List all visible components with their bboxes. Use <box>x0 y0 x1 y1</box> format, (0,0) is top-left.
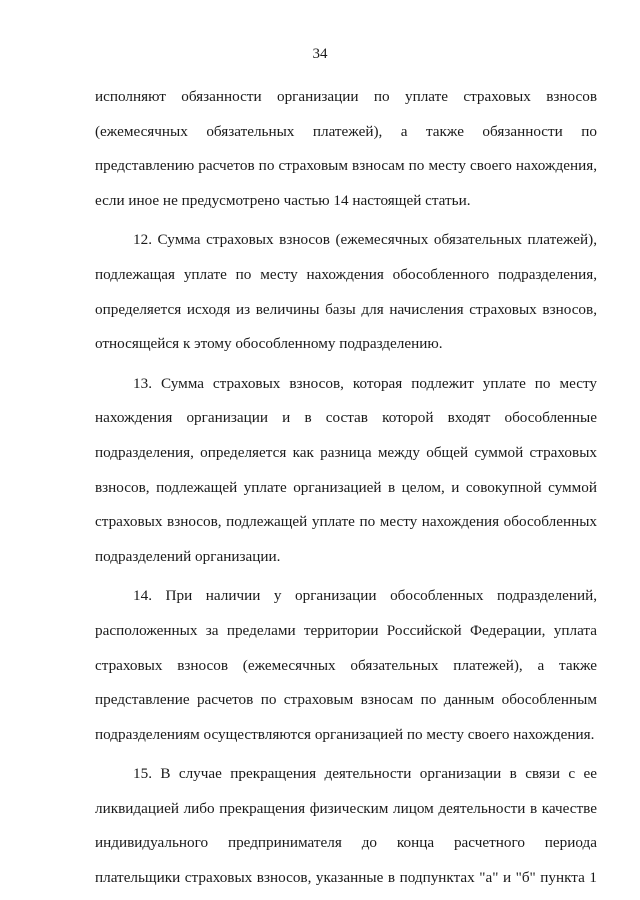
paragraph-14 <box>95 579 597 752</box>
text-line: исполняют обязанности организации по уплате страховых взносов <box>95 88 597 105</box>
text-line: представление расчетов по страховым взносам по данным обособленным <box>95 691 597 709</box>
text-line: представлению расчетов по страховым взносам по месту своего нахождения, <box>95 157 597 175</box>
paragraph-15 <box>95 757 597 895</box>
text-line: определяется исходя из величины базы для начисления страховых взносов, <box>95 300 597 318</box>
text-line: страховых взносов (ежемесячных обязательных платежей), а также <box>95 656 597 674</box>
paragraph-12 <box>95 223 597 361</box>
page-number: 34 <box>312 46 328 62</box>
text-line: если иное не предусмотрено частью 14 настоящей статьи. <box>95 191 471 209</box>
text-line: страховых взносов, подлежащей уплате по месту нахождения обособленных <box>95 513 597 531</box>
text-line: плательщики страховых взносов, указанные в подпунктах "а" и "б" пункта 1 <box>95 869 597 887</box>
text-line: 15. В случае прекращения деятельности организации в связи с ее <box>133 765 597 783</box>
document-body <box>95 80 597 896</box>
text-line: 14. При наличии у организации обособленных подразделений, <box>133 587 597 605</box>
text-line: 13. Сумма страховых взносов, которая подлежит уплате по месту <box>133 374 597 392</box>
text-line: (ежемесячных обязательных платежей), а также обязанности по <box>95 122 597 140</box>
paragraph-continuation <box>95 80 597 218</box>
text-line: подлежащая уплате по месту нахождения обособленного подразделения, <box>95 265 597 283</box>
text-line: расположенных за пределами территории Российской Федерации, уплата <box>95 621 597 639</box>
paragraph-13 <box>95 367 597 575</box>
text-line: ликвидацией либо прекращения физическим лицом деятельности в качестве <box>95 799 597 817</box>
text-line: нахождения организации и в состав которой входят обособленные <box>95 409 597 427</box>
text-line: подразделения, определяется как разница между общей суммой страховых <box>95 443 597 461</box>
text-line: подразделениям осуществляются организацией по месту своего нахождения. <box>95 725 595 743</box>
text-line: 12. Сумма страховых взносов (ежемесячных обязательных платежей), <box>133 231 597 249</box>
text-line: подразделений организации. <box>95 547 281 565</box>
text-line: индивидуального предпринимателя до конца расчетного периода <box>95 834 597 852</box>
text-line: относящейся к этому обособленному подразделению. <box>95 335 443 353</box>
text-line: взносов, подлежащей уплате организацией в целом, и совокупной суммой <box>95 478 597 496</box>
